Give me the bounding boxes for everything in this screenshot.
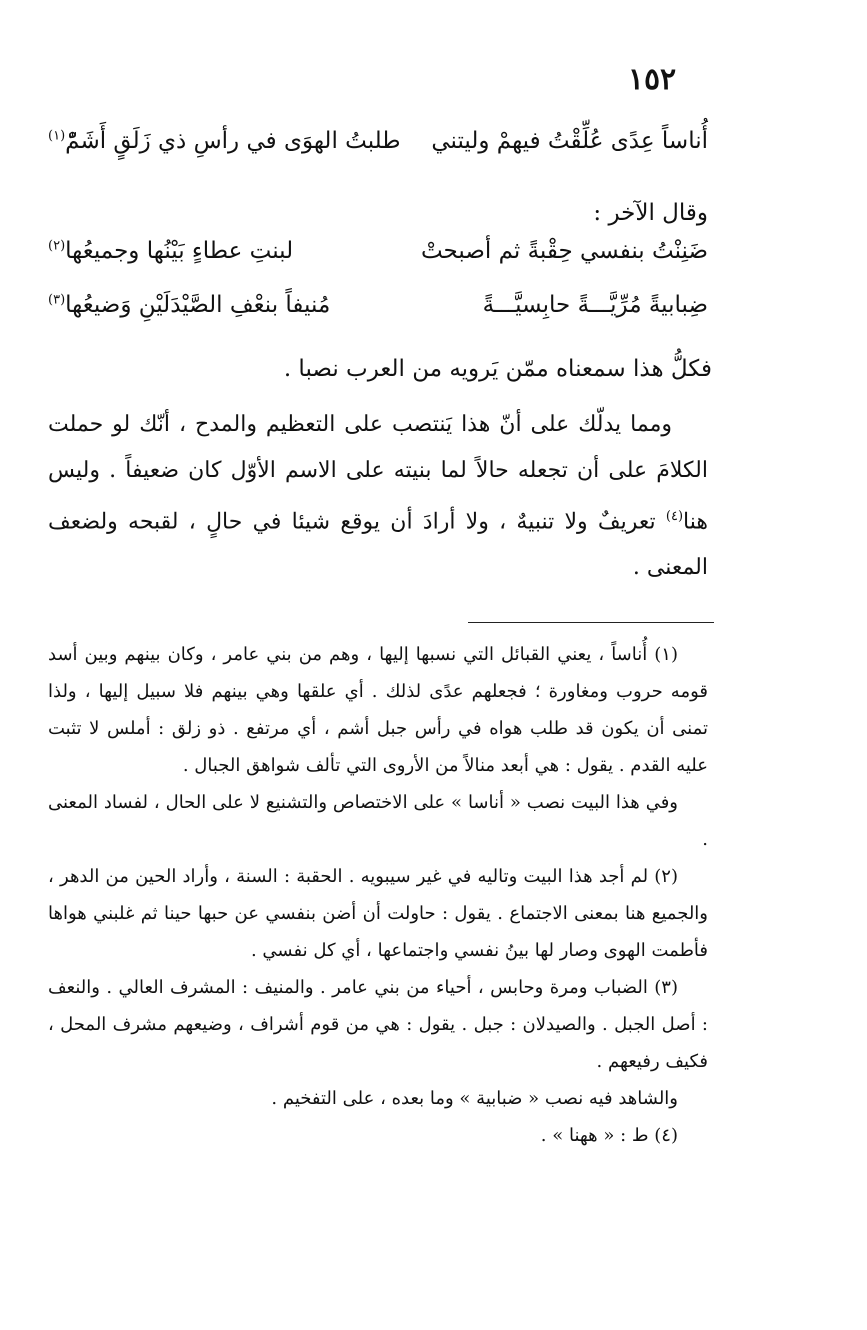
- verse-3-second-hemistich: [48, 292, 330, 318]
- paragraph-text-before: ومما يدلّك على أنّ هذا يَنتصب على التعظيم والمدح ، أنّك لو حملت الكلامَ على أن تجعله حالاً لما بنيته على الاسم الأوّل كان ضعيفاً . وليس هنا: [48, 412, 708, 535]
- conclusion-line: فكلُّ هذا سمعناه ممّن يَرويه من العرب نصبا .: [283, 356, 712, 382]
- footnote-4: (٤) ط : « ههنا » .: [540, 1125, 678, 1146]
- footnote-separator: [468, 622, 714, 623]
- footnote-ref-2: (٢): [48, 238, 66, 254]
- footnote-3-continued: والشاهد فيه نصب « ضبابية » وما بعده ، على التفخيم .: [271, 1088, 678, 1109]
- footnote-1-continued: وفي هذا البيت نصب « أناسا » على الاختصاص والتشنيع لا على الحال ، لفساد المعنى .: [48, 792, 708, 850]
- main-paragraph: [48, 402, 708, 591]
- verse-3-second-text: مُنيفاً بنعْفِ الصَّيْدَلَيْنِ وَضيعُها: [65, 292, 331, 318]
- footnote-3: (٣) الضباب ومرة وحابس ، أحياء من بني عامر . والمنيف : المشرف العالي . والنعف : أصل الجبل . والصيدلان : جبل . يقول : هي من قوم أشراف ، وضيعهم مشرف المحل ، فكيف رفيعهم .: [48, 977, 708, 1072]
- footnote-2: (٢) لم أجد هذا البيت وتاليه في غير سيبويه . الحقبة : السنة ، وأراد الحين من الدهر ، والجميع هنا بمعنى الاجتماع . يقول : حاولت أن أضن بنفسي عن حبها حينا ثم غلبني هواها فأطمت الهوى وصار لها بينُ نفسي واجتماعها ، أي كل نفسي .: [48, 866, 708, 961]
- footnote-ref-3: (٣): [48, 292, 66, 308]
- verse-3-first-hemistich: ضِبابيةً مُرِّيَّـــةً حابِسيَّـــةً: [482, 292, 708, 318]
- verse-2-first-hemistich: ضَنِنْتُ بنفسي حِقْبةً ثم أصبحتْ: [420, 238, 708, 264]
- verse-1-first-hemistich: أُناساً عِدًى عُلِّقْتُ فيهمْ وليتني: [431, 128, 708, 154]
- verse-3: [48, 292, 708, 340]
- verse-2-second-text: لبنتِ عطاءٍ بَيْنُها وجميعُها: [65, 238, 294, 264]
- verse-1: [48, 128, 708, 176]
- verse-2-second-hemistich: [48, 238, 293, 264]
- footnote-ref-4: (٤): [665, 509, 684, 524]
- paragraph-text-after: تعريفٌ ولا تنبيهٌ ، ولا أرادَ أن يوقع شيئا في حالٍ ، لقبحه ولضعف المعنى .: [48, 509, 708, 581]
- page-number: ١٥٢: [627, 62, 677, 97]
- verse-2: [48, 238, 708, 286]
- intro-line: وقال الآخر :: [593, 200, 708, 226]
- footnotes: [48, 636, 708, 1154]
- verse-1-second-text: طلبتُ الهوَى في رأسِ ذي زَلَقٍ أَشَمّْ: [65, 128, 401, 154]
- verse-1-second-hemistich: [48, 128, 401, 154]
- footnote-ref-1: (١): [48, 128, 66, 144]
- footnote-1: (١) أُناساً ، يعني القبائل التي نسبها إليها ، وهم من بني عامر ، وكان بينهم وبين أسد قومه حروب ومغاورة ؛ فجعلهم عدًى لذلك . أي علقها وهي بينهم فلا سبيل إليها ، ولذا تمنى أن يكون قد طلب هواه في رأس جبل أشم ، أي مرتفع . ذو زلق : أملس لا تثبت عليه القدم . يقول : هي أبعد منالاً من الأروى التي تألف شواهق الجبال .: [48, 644, 708, 776]
